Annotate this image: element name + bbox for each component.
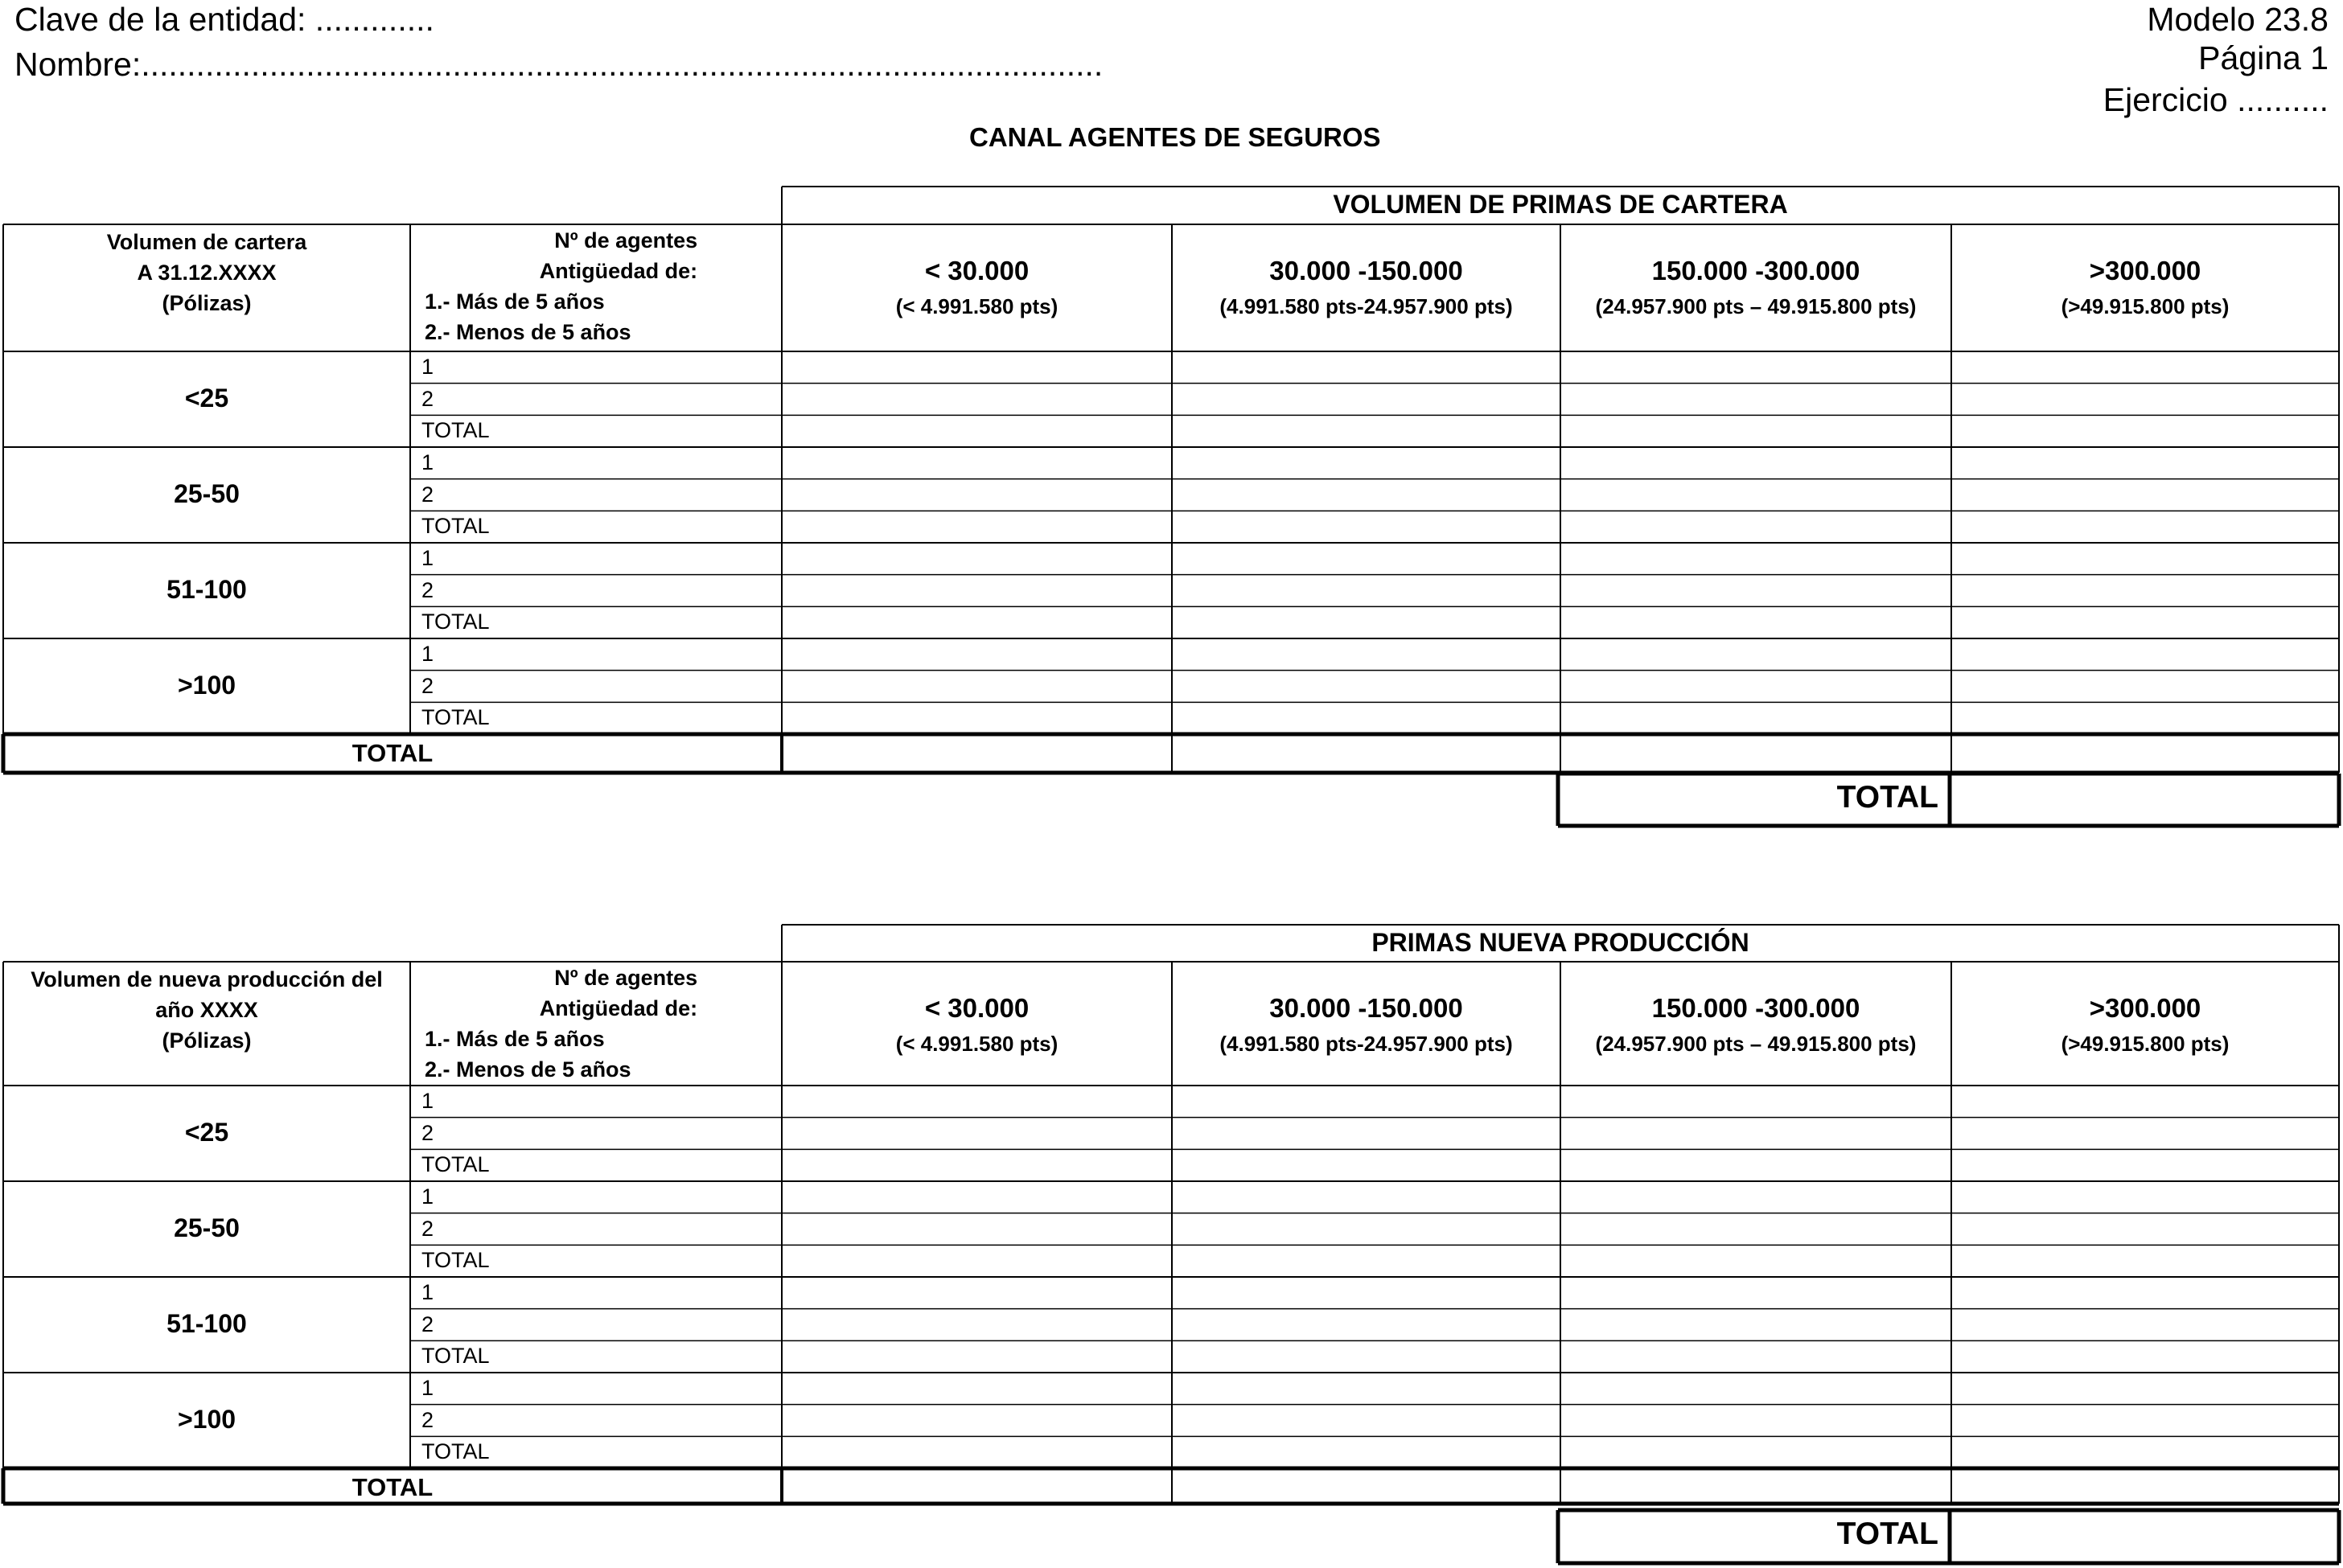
group-label: 25-50	[174, 1213, 240, 1242]
grand-total-label: TOTAL	[1836, 1517, 1938, 1551]
range-header-sub: (4.991.580 pts-24.957.900 pts)	[1219, 294, 1513, 318]
range-header-sub: (24.957.900 pts – 49.915.800 pts)	[1595, 294, 1917, 318]
model-number: Modelo 23.8	[2147, 1, 2329, 38]
range-header-main: 150.000 -300.000	[1651, 256, 1860, 285]
col2-header-line: 1.- Más de 5 años	[425, 289, 605, 314]
table-2-lines	[3, 925, 2339, 1563]
row-label: 1	[421, 1376, 434, 1400]
row-label: TOTAL	[421, 1152, 490, 1177]
grand-total-label: TOTAL	[1836, 780, 1938, 815]
range-header-sub: (4.991.580 pts-24.957.900 pts)	[1219, 1032, 1513, 1056]
range-header-sub: (>49.915.800 pts)	[2061, 1032, 2230, 1056]
range-header-sub: (24.957.900 pts – 49.915.800 pts)	[1595, 1032, 1917, 1056]
row-label: 1	[421, 642, 434, 666]
col1-header-line: (Pólizas)	[162, 291, 252, 315]
range-header-main: >300.000	[2089, 993, 2201, 1023]
col2-header-line: Antigüedad de:	[539, 996, 698, 1020]
group-label: <25	[184, 383, 229, 413]
col2-header-line: Nº de agentes	[554, 228, 698, 252]
row-label: 2	[421, 386, 434, 411]
group-label: <25	[184, 1117, 229, 1147]
range-header-main: 30.000 -150.000	[1269, 256, 1463, 285]
entity-key-label: Clave de la entidad: .............	[14, 1, 434, 38]
row-label: TOTAL	[421, 705, 490, 730]
group-label: 51-100	[166, 1308, 247, 1338]
table-1-lines	[3, 187, 2339, 826]
range-header-main: < 30.000	[924, 993, 1030, 1023]
group-label: >100	[177, 1404, 236, 1434]
col1-header-line: (Pólizas)	[162, 1028, 252, 1053]
row-label: 2	[421, 1407, 434, 1432]
range-header-main: 30.000 -150.000	[1269, 993, 1463, 1023]
range-header-sub: (< 4.991.580 pts)	[895, 1032, 1058, 1056]
total-row-label: TOTAL	[351, 739, 434, 767]
row-label: 1	[421, 1184, 434, 1209]
page-number: Página 1	[2198, 39, 2329, 76]
row-label: TOTAL	[421, 1439, 490, 1464]
row-label: TOTAL	[421, 1248, 490, 1273]
super-header: PRIMAS NUEVA PRODUCCIÓN	[1371, 928, 1749, 957]
range-header-sub: (< 4.991.580 pts)	[895, 294, 1058, 318]
row-label: TOTAL	[421, 1344, 490, 1369]
row-label: TOTAL	[421, 418, 490, 443]
entity-name-label: Nombre:.........................................................................................................	[14, 46, 1104, 83]
row-label: 2	[421, 1311, 434, 1336]
row-label: TOTAL	[421, 610, 490, 634]
row-label: 2	[421, 1216, 434, 1241]
range-header-main: < 30.000	[924, 256, 1030, 285]
page-title: CANAL AGENTES DE SEGUROS	[969, 122, 1381, 152]
row-label: 1	[421, 450, 434, 474]
row-label: 2	[421, 673, 434, 698]
row-label: 1	[421, 1089, 434, 1113]
row-label: TOTAL	[421, 514, 490, 539]
col1-header-line: año XXXX	[155, 998, 258, 1022]
col2-header-line: Nº de agentes	[554, 966, 698, 990]
super-header: VOLUMEN DE PRIMAS DE CARTERA	[1333, 190, 1788, 219]
col1-header-line: A 31.12.XXXX	[137, 261, 277, 285]
range-header-sub: (>49.915.800 pts)	[2061, 294, 2230, 318]
col1-header-line: Volumen de nueva producción del	[31, 967, 383, 991]
col2-header-line: 2.- Menos de 5 años	[425, 1057, 631, 1082]
row-label: 2	[421, 1120, 434, 1145]
row-label: 2	[421, 482, 434, 507]
col2-header-line: 2.- Menos de 5 años	[425, 320, 631, 344]
col2-header-line: Antigüedad de:	[539, 259, 698, 283]
group-label: >100	[177, 670, 236, 700]
group-label: 51-100	[166, 574, 247, 604]
row-label: 1	[421, 546, 434, 570]
col1-header-line: Volumen de cartera	[106, 230, 307, 254]
row-label: 1	[421, 1280, 434, 1304]
range-header-main: >300.000	[2089, 256, 2201, 285]
total-row-label: TOTAL	[351, 1473, 434, 1501]
row-label: 1	[421, 355, 434, 379]
range-header-main: 150.000 -300.000	[1651, 993, 1860, 1023]
group-label: 25-50	[174, 478, 240, 508]
fiscal-year-label: Ejercicio ..........	[2103, 81, 2329, 118]
col2-header-line: 1.- Más de 5 años	[425, 1027, 605, 1051]
row-label: 2	[421, 577, 434, 602]
